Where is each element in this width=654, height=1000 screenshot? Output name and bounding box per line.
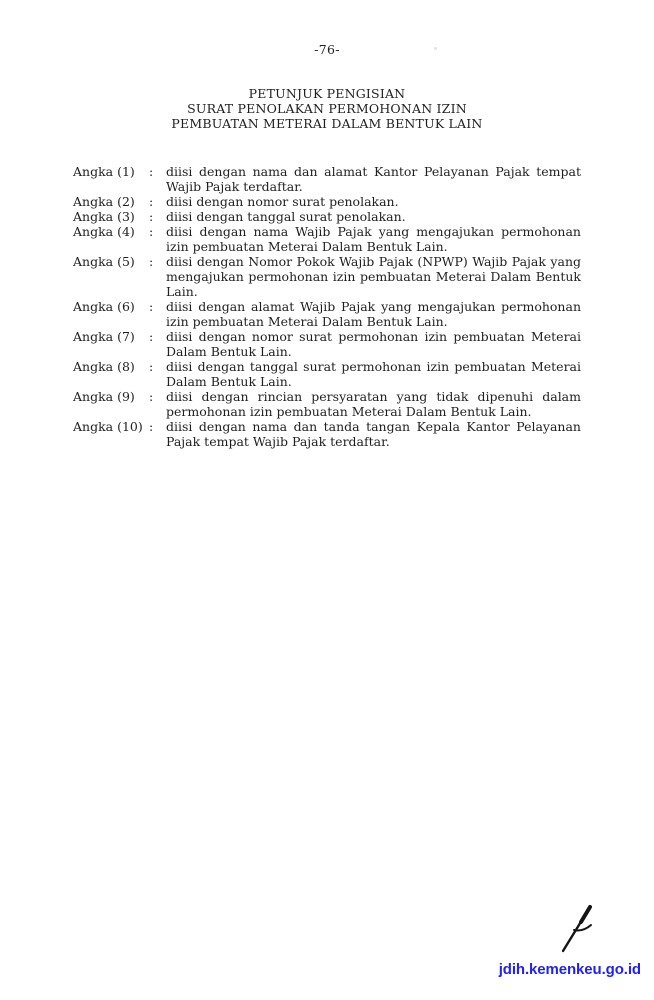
instruction-item <box>73 389 581 419</box>
instruction-item <box>73 194 581 209</box>
instruction-item <box>73 209 581 224</box>
instruction-colon: : <box>149 419 154 434</box>
instruction-text: diisi dengan alamat Wajib Pajak yang mengajukan permohonan izin pembuatan Meterai Dalam Bentuk Lain. <box>166 299 581 329</box>
instruction-colon: : <box>149 224 154 239</box>
title-line-2: SURAT PENOLAKAN PERMOHONAN IZIN <box>187 101 467 116</box>
instruction-text: diisi dengan nama dan tanda tangan Kepala Kantor Pelayanan Pajak tempat Wajib Pajak terdaftar. <box>166 419 581 449</box>
instruction-text: diisi dengan nomor surat penolakan. <box>166 194 399 209</box>
instruction-text: diisi dengan rincian persyaratan yang tidak dipenuhi dalam permohonan izin pembuatan Meterai Dalam Bentuk Lain. <box>166 389 581 419</box>
page-number: -76- <box>314 42 340 57</box>
instruction-label: Angka (10) <box>73 419 143 434</box>
instruction-colon: : <box>149 254 154 269</box>
instruction-item <box>73 224 581 254</box>
instruction-label: Angka (3) <box>73 209 135 224</box>
instruction-colon: : <box>149 164 154 179</box>
instruction-item <box>73 329 581 359</box>
instruction-text: diisi dengan Nomor Pokok Wajib Pajak (NPWP) Wajib Pajak yang mengajukan permohonan izin pembuatan Meterai Dalam Bentuk Lain. <box>166 254 581 299</box>
scan-artifact-dot <box>434 47 437 50</box>
instruction-colon: : <box>149 359 154 374</box>
instruction-item <box>73 299 581 329</box>
instruction-text: diisi dengan nomor surat permohonan izin pembuatan Meterai Dalam Bentuk Lain. <box>166 329 581 359</box>
instruction-label: Angka (1) <box>73 164 135 179</box>
instruction-label: Angka (2) <box>73 194 135 209</box>
instruction-label: Angka (5) <box>73 254 135 269</box>
instruction-text: diisi dengan tanggal surat penolakan. <box>166 209 406 224</box>
instruction-colon: : <box>149 329 154 344</box>
instruction-colon: : <box>149 209 154 224</box>
instruction-colon: : <box>149 194 154 209</box>
instruction-item <box>73 254 581 299</box>
instruction-text: diisi dengan nama Wajib Pajak yang mengajukan permohonan izin pembuatan Meterai Dalam Bentuk Lain. <box>166 224 581 254</box>
instruction-label: Angka (4) <box>73 224 135 239</box>
instruction-item <box>73 419 581 449</box>
instruction-colon: : <box>149 299 154 314</box>
instruction-text: diisi dengan tanggal surat permohonan izin pembuatan Meterai Dalam Bentuk Lain. <box>166 359 581 389</box>
instruction-colon: : <box>149 389 154 404</box>
footer-link[interactable]: jdih.kemenkeu.go.id <box>498 961 641 978</box>
document-title <box>0 86 654 131</box>
instruction-label: Angka (8) <box>73 359 135 374</box>
instruction-label: Angka (9) <box>73 389 135 404</box>
instruction-label: Angka (6) <box>73 299 135 314</box>
instruction-label: Angka (7) <box>73 329 135 344</box>
instruction-item <box>73 164 581 194</box>
title-line-3: PEMBUATAN METERAI DALAM BENTUK LAIN <box>171 116 483 131</box>
instruction-list <box>0 164 654 449</box>
signature-paraph-mark <box>555 895 595 957</box>
instruction-text: diisi dengan nama dan alamat Kantor Pelayanan Pajak tempat Wajib Pajak terdaftar. <box>166 164 581 194</box>
title-line-1: PETUNJUK PENGISIAN <box>248 86 406 101</box>
instruction-item <box>73 359 581 389</box>
